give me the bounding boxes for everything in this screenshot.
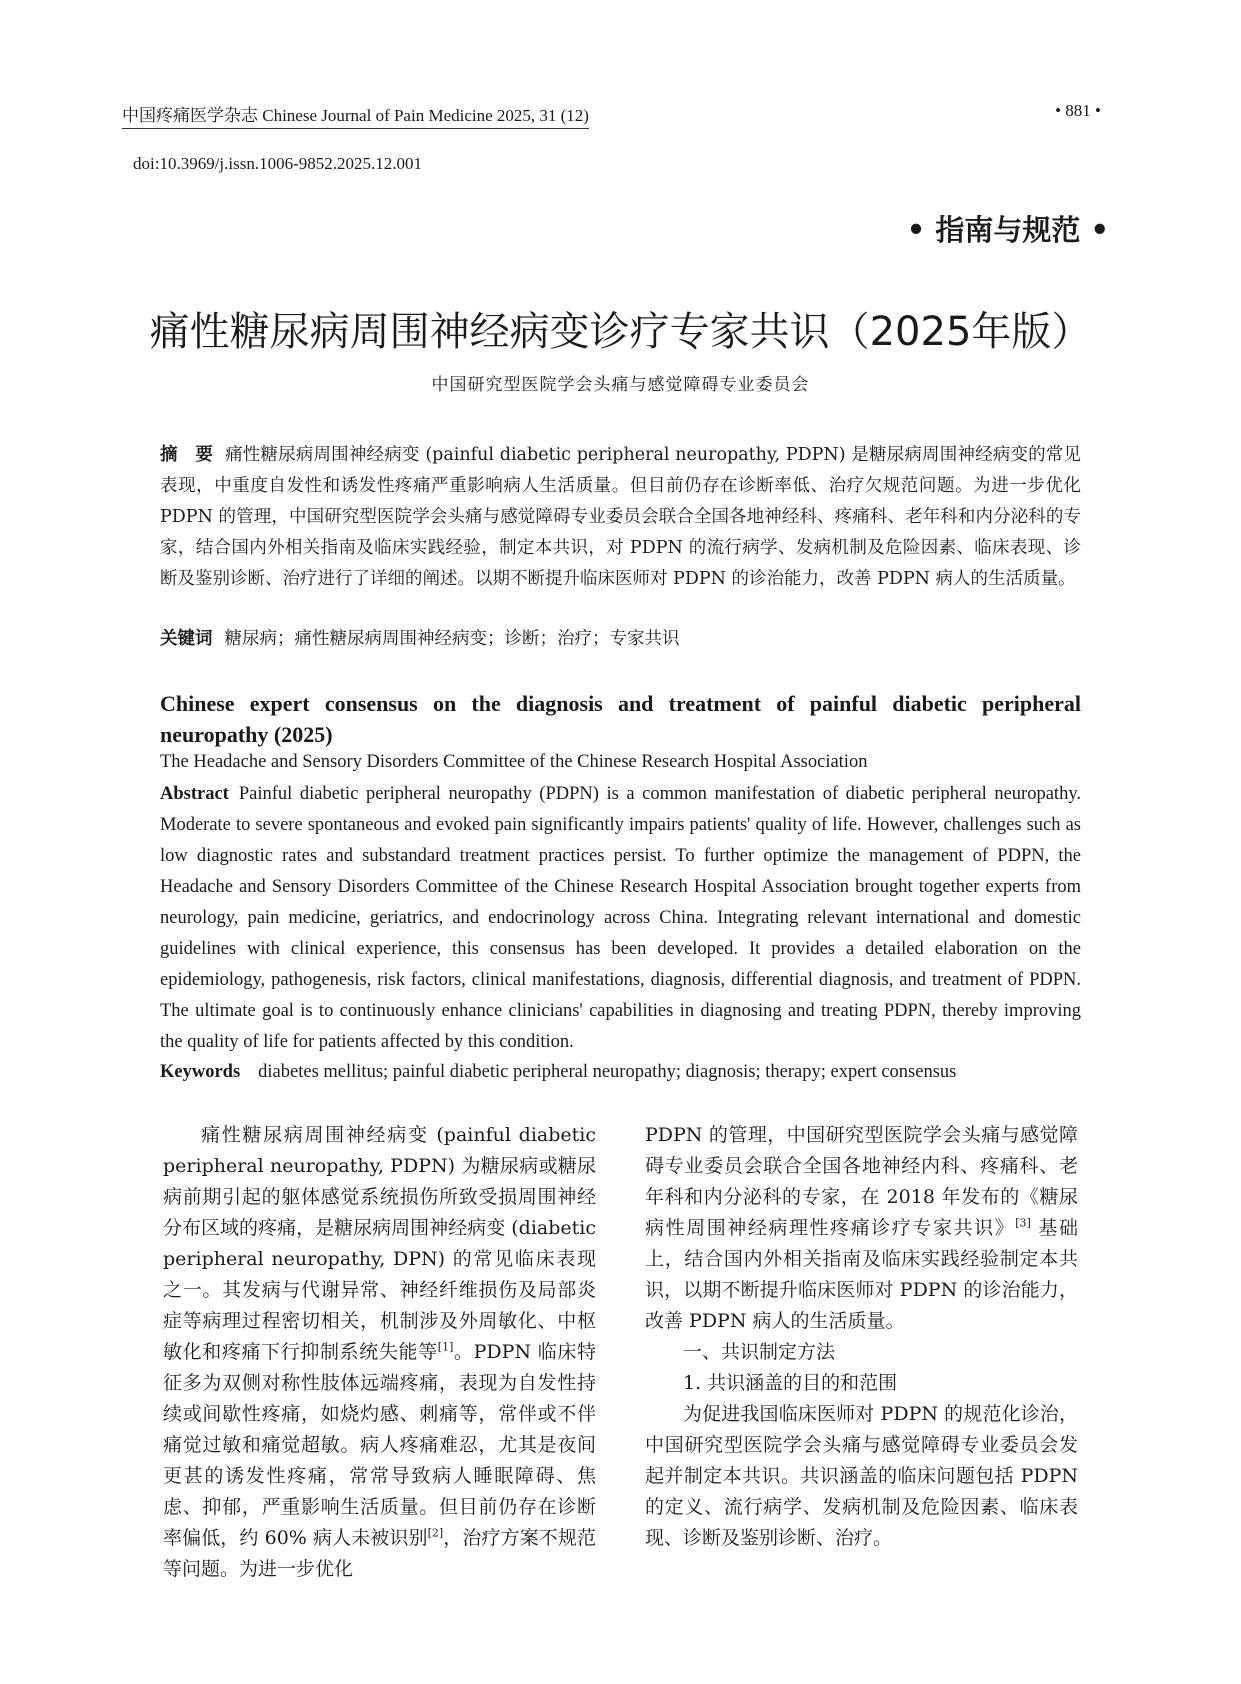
paper-title: 痛性糖尿病周围神经病变诊疗专家共识（2025年版） (149, 309, 1092, 355)
reference-marker[interactable]: [2] (427, 1526, 444, 1540)
english-abstract (160, 779, 1081, 1058)
body-column-left (163, 1120, 596, 1585)
section-heading: 一、共识制定方法 (683, 1341, 836, 1363)
body-text: ，治疗方案不规范等问题。为进一步优化 (163, 1527, 596, 1580)
body-text: 痛性糖尿病周围神经病变 (painful diabetic peripheral neuropathy, PDPN) 为糖尿病或糖尿病前期引起的躯体感觉系统损伤所致受损周围神经分布区域的疼痛，是糖尿病周围神经病变 (diabetic peripheral neuropathy, DPN) 的常见临床表现之一。其发病与代谢异常、神经纤维损伤及局部炎症等病理过程密切相关，机制涉及外周敏化、中枢敏化和疼痛下行抑制系统失能等 (163, 1124, 596, 1363)
chinese-keywords-text: 糖尿病；痛性糖尿病周围神经病变；诊断；治疗；专家共识 (224, 629, 680, 649)
body-text: 。PDPN 临床特征多为双侧对称性肢体远端疼痛，表现为自发性持续或间歇性疼痛，如烧灼感、刺痛等，常伴或不伴痛觉过敏和痛觉超敏。病人疼痛难忍，尤其是夜间更甚的诱发性疼痛，常常导致病人睡眠障碍、焦虑、抑郁，严重影响生活质量。但目前仍存在诊断率偏低，约 60% 病人未被识别 (163, 1341, 596, 1549)
journal-header: 中国疼痛医学杂志 Chinese Journal of Pain Medicine 2025, 31 (12) (122, 101, 589, 129)
english-title: Chinese expert consensus on the diagnosis and treatment of painful diabetic peripheral neuropathy (2025) (160, 691, 1081, 747)
section-tag: • 指南与规范 • (906, 213, 1109, 247)
doi: doi:10.3969/j.issn.1006-9852.2025.12.001 (133, 154, 423, 173)
reference-marker[interactable]: [3] (1015, 1216, 1031, 1230)
chinese-keywords-label: 关键词 (160, 629, 213, 649)
english-keywords-label: Keywords (160, 1062, 241, 1082)
english-keywords (160, 1062, 1081, 1083)
body-text: PDPN 的管理，中国研究型医院学会头痛与感觉障碍专业委员会联合全国各地神经内科、疼痛科、老年科和内分泌科的专家，在 2018 年发布的《糖尿病性周围神经病理性疼痛诊疗专家共识》 (645, 1124, 1078, 1239)
body-column-right (645, 1120, 1078, 1554)
english-abstract-text: Painful diabetic peripheral neuropathy (PDPN) is a common manifestation of diabetic peripheral neuropathy. Moderate to severe spontaneous and evoked pain significantly impairs patients' quality of life. However, challenges such as low diagnostic rates and substandard treatment practices persist. To further optimize the management of PDPN, the Headache and Sensory Disorders Committee of the Chinese Research Hospital Association brought together experts from neurology, pain medicine, geriatrics, and endocrinology across China. Integrating relevant international and domestic guidelines with clinical experience, this consensus has been developed. It provides a detailed elaboration on the epidemiology, pathogenesis, risk factors, clinical manifestations, diagnosis, differential diagnosis, and treatment of PDPN. The ultimate goal is to continuously enhance clinicians' capabilities in diagnosing and treating PDPN, thereby improving the quality of life for patients affected by this condition. (160, 784, 1081, 1052)
body-paragraph: 为促进我国临床医师对 PDPN 的规范化诊治，中国研究型医院学会头痛与感觉障碍专业委员会发起并制定本共识。共识涵盖的临床问题包括 PDPN 的定义、流行病学、发病机制及危险因素、临床表现、诊断及鉴别诊断、治疗。 (645, 1403, 1078, 1549)
subsection-heading: 1. 共识涵盖的目的和范围 (683, 1372, 898, 1394)
body-paragraph (163, 1120, 596, 1585)
english-keywords-text: diabetes mellitus; painful diabetic peripheral neuropathy; diagnosis; therapy; expert consensus (258, 1062, 957, 1082)
chinese-abstract (160, 440, 1081, 595)
author-affiliation: 中国研究型医院学会头痛与感觉障碍专业委员会 (431, 375, 810, 395)
body-text: 基础上，结合国内外相关指南及临床实践经验制定本共识，以期不断提升临床医师对 PDPN 的诊治能力，改善 PDPN 病人的生活质量。 (645, 1217, 1078, 1332)
chinese-abstract-label: 摘 要 (160, 445, 214, 465)
english-abstract-label: Abstract (160, 784, 229, 804)
chinese-keywords (160, 625, 1081, 650)
chinese-abstract-text: 痛性糖尿病周围神经病变 (painful diabetic peripheral neuropathy, PDPN) 是糖尿病周围神经病变的常见表现，中重度自发性和诱发性疼痛严重影响病人生活质量。但目前仍存在诊断率低、治疗欠规范问题。为进一步优化 PDPN 的管理，中国研究型医院学会头痛与感觉障碍专业委员会联合全国各地神经科、疼痛科、老年科和内分泌科的专家，结合国内外相关指南及临床实践经验，制定本共识，对 PDPN 的流行病学、发病机制及危险因素、临床表现、诊断及鉴别诊断、治疗进行了详细的阐述。以期不断提升临床医师对 PDPN 的诊治能力，改善 PDPN 病人的生活质量。 (160, 445, 1082, 589)
body-paragraph (645, 1120, 1078, 1337)
reference-marker[interactable]: [1] (437, 1340, 454, 1354)
english-authors: The Headache and Sensory Disorders Committee of the Chinese Research Hospital Association (160, 752, 868, 772)
page-number: • 881 • (1055, 101, 1101, 120)
